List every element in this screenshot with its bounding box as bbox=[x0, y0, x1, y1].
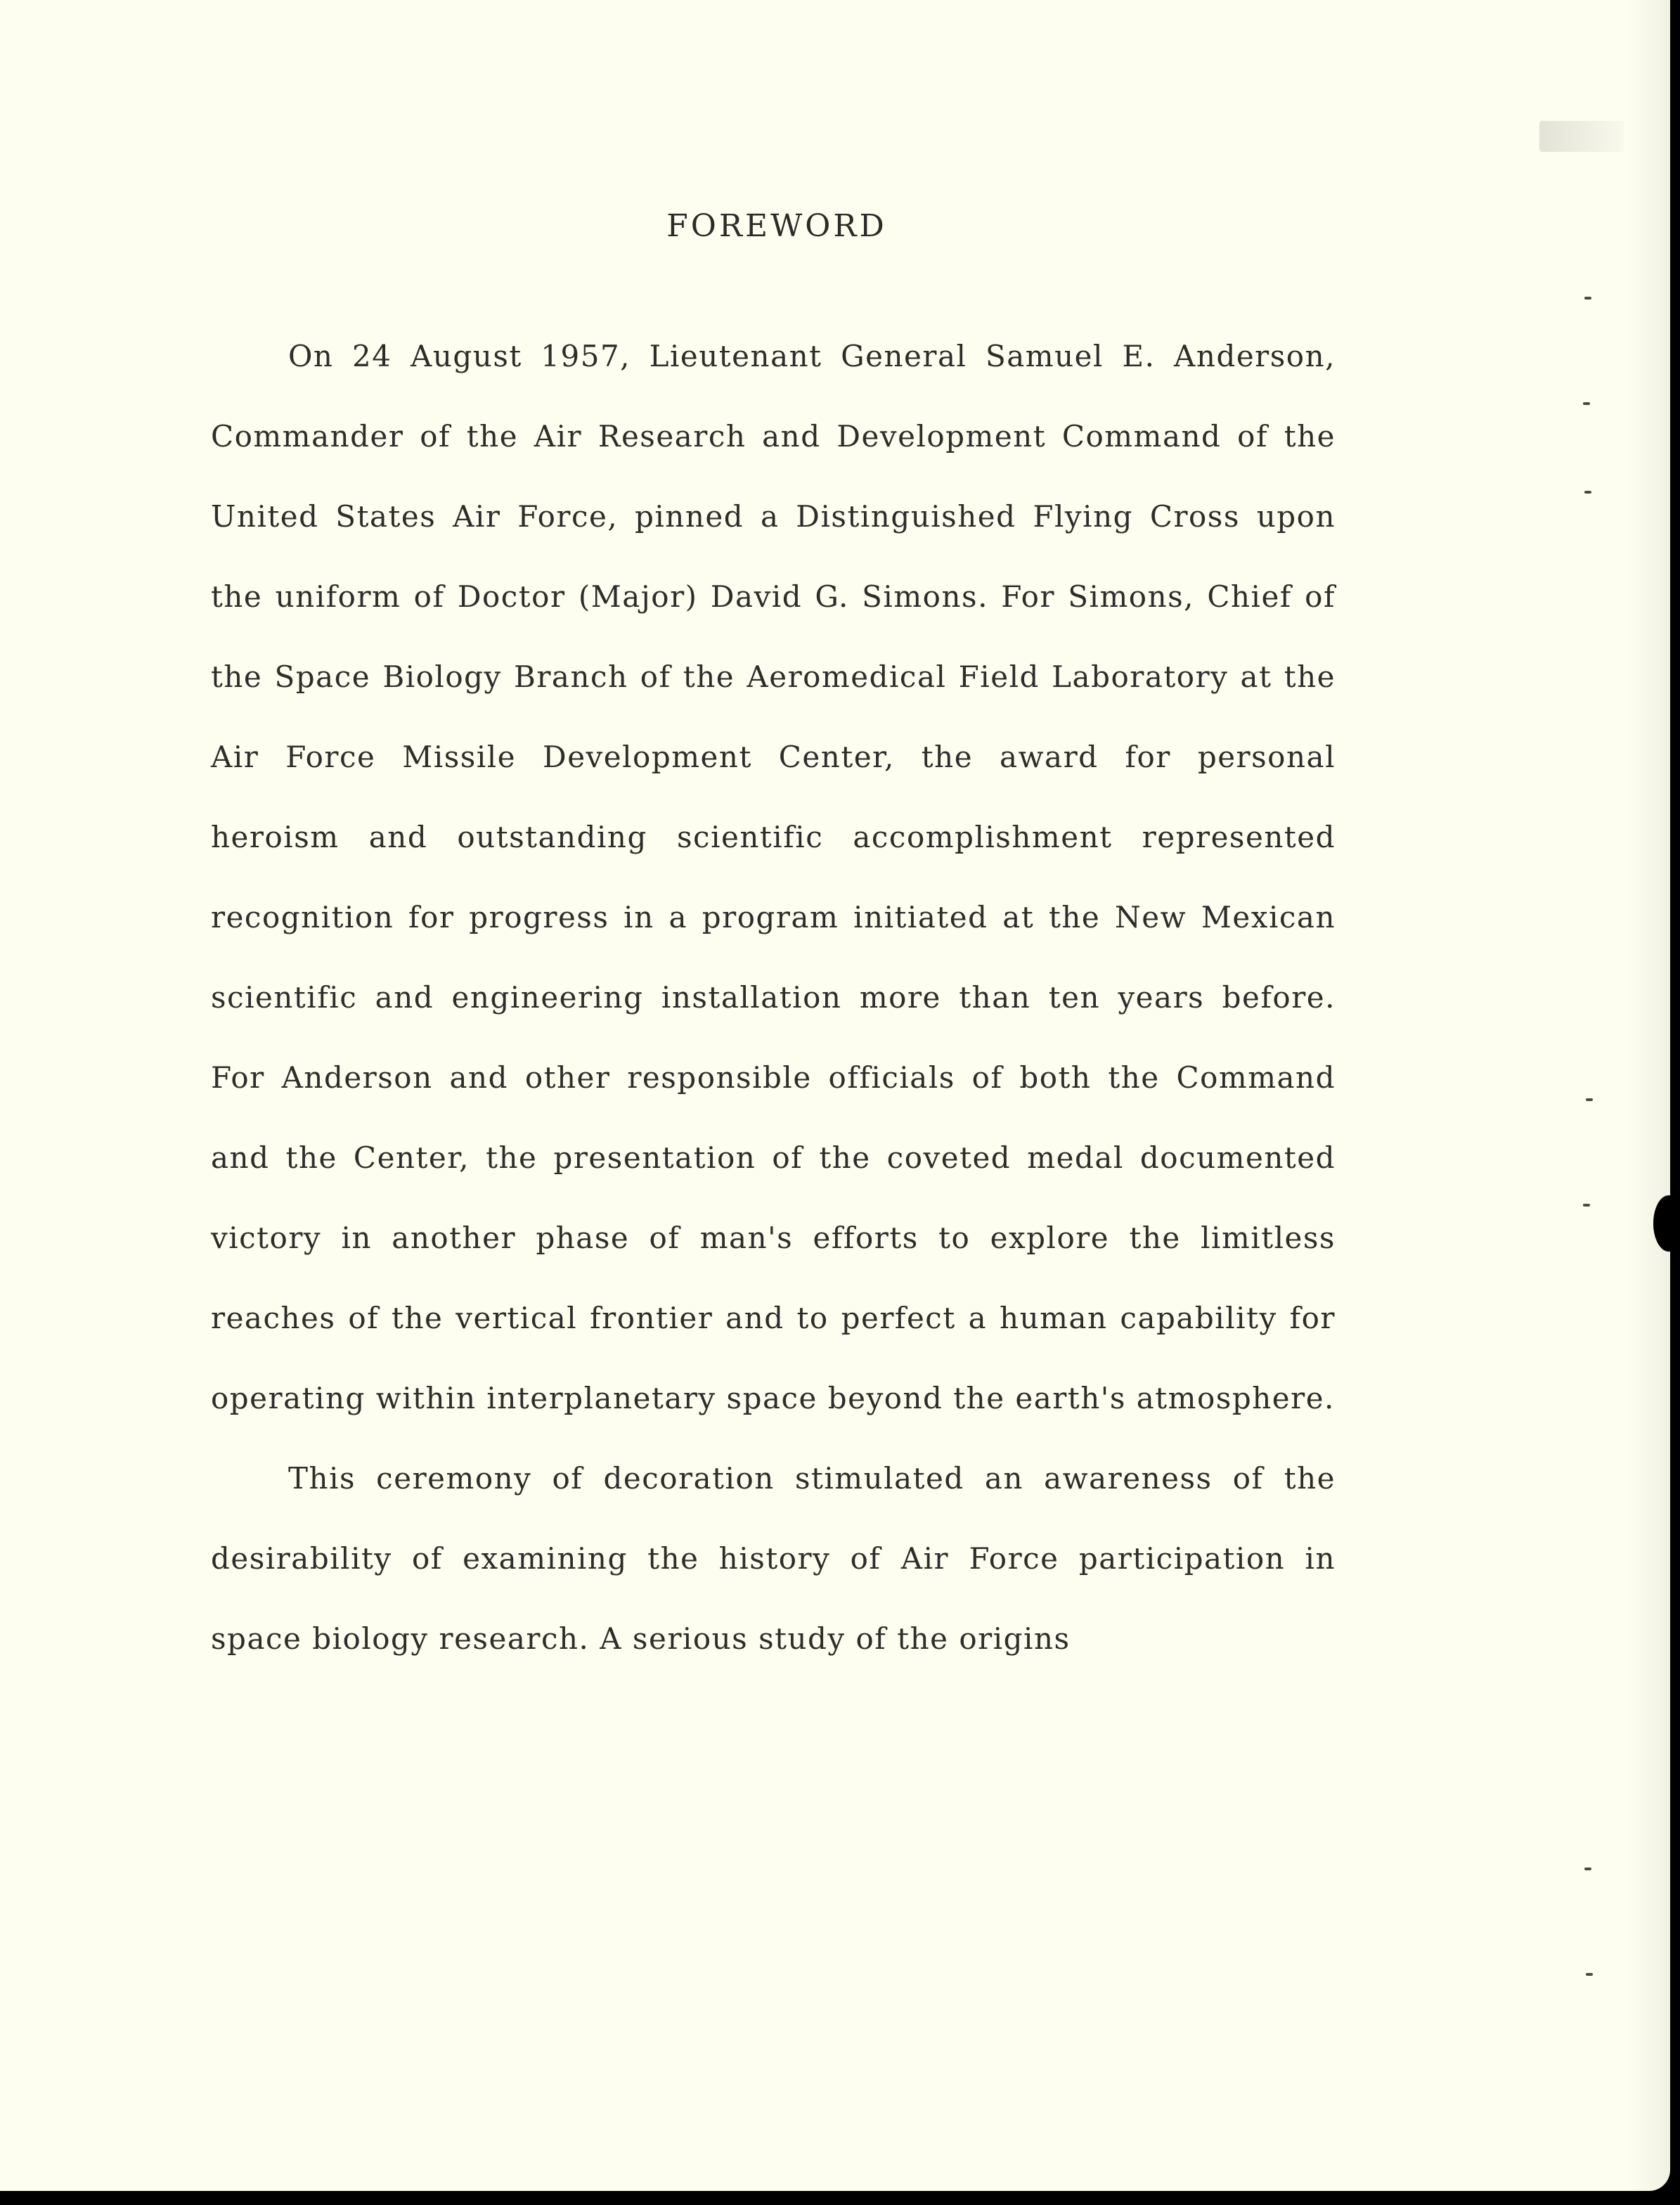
edge-mark bbox=[1584, 297, 1591, 300]
edge-mark bbox=[1584, 1868, 1591, 1870]
edge-mark bbox=[1586, 1973, 1593, 1976]
paragraph: On 24 August 1957, Lieutenant General Samuel E. Anderson, Commander of the Air Research and Development Command of the United States Air Force, pinned a Distinguished Flying Cross upon the uniform of Doctor (Major) David G. Simons. For Simons, Chief of the Space Biology Branch of the Aeromedical Field Laboratory at the Air Force Missile Development Center, the award for personal heroism and outstanding scientific accomplishment represented recognition for progress in a program initiated at the New Mexican scientific and engineering installation more than ten years before. For Anderson and other responsible officials of both the Command and the Center, the presentation of the coveted medal documented victory in another phase of man's efforts to explore the limitless reaches of the vertical frontier and to perfect a human capability for operating within interplanetary space beyond the earth's atmosphere. bbox=[211, 339, 1336, 1415]
foreword-body bbox=[211, 316, 1336, 1679]
edge-mark bbox=[1583, 402, 1590, 405]
page-edge-shadow bbox=[1628, 0, 1670, 2191]
edge-mark bbox=[1586, 1098, 1593, 1101]
edge-mark bbox=[1583, 1204, 1590, 1207]
edge-mark bbox=[1584, 491, 1591, 494]
page-title: FOREWORD bbox=[666, 208, 887, 244]
paper-smudge bbox=[1539, 121, 1624, 152]
paragraph: This ceremony of decoration stimulated an awareness of the desirability of examining the history of Air Force participation in space biology research. A serious study of the origins bbox=[211, 1461, 1336, 1656]
